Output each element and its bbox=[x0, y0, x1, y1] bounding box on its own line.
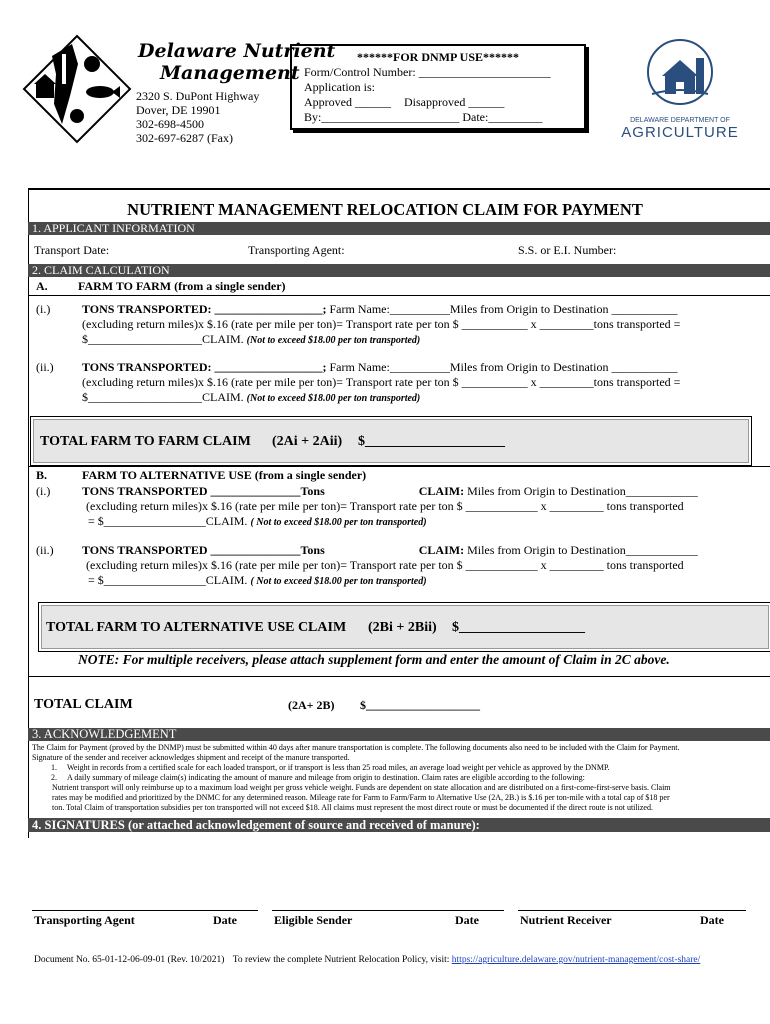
bii-line2: (excluding return miles)x $.16 (rate per mile per ton)= Transport rate per ton $ ____________ x _________ tons transported bbox=[86, 558, 684, 572]
bi-claim-blank: = $_________________CLAIM. bbox=[88, 514, 248, 528]
aii-line2: (excluding return miles)x $.16 (rate per mile per ton)= Transport rate per ton $ ___________ x _________tons transported = bbox=[82, 375, 681, 389]
acknowledgement-text bbox=[32, 743, 768, 813]
bi-line1 bbox=[82, 484, 770, 499]
total-claim-label: TOTAL CLAIM bbox=[34, 697, 133, 712]
policy-text: To review the complete Nutrient Relocation Policy, visit: bbox=[232, 955, 450, 965]
total-b-blank: $__________________ bbox=[452, 620, 585, 635]
ack-para2: rates may be modified and prioritized by the DNMC for any determined reason. Mileage rate for Farm to Farm/Farm to Alternative Use (2A, 2B.) is $.16 per ton-mile with a total cap of $18 per bbox=[52, 793, 670, 802]
ai-number: (i.) bbox=[36, 302, 51, 316]
bi-line2: (excluding return miles)x $.16 (rate per mile per ton)= Transport rate per ton $ ____________ x _________ tons transported bbox=[86, 499, 684, 513]
dnmp-approval-row bbox=[304, 95, 584, 110]
ack-intro2: Signature of the sender and receiver acknowledges shipment and receipt of the manure transported. bbox=[32, 753, 350, 762]
doc-number: Document No. 65-01-12-06-09-01 (Rev. 10/2021) bbox=[34, 955, 225, 965]
bii-claim-blank: = $_________________CLAIM. bbox=[88, 573, 248, 587]
bii-claim-label: CLAIM: bbox=[418, 543, 465, 557]
bi-miles: Miles from Origin to Destination____________ bbox=[467, 484, 698, 498]
sec2a-letter: A. bbox=[36, 279, 48, 293]
sig-line-receiver bbox=[518, 910, 746, 911]
agri-name: AGRICULTURE bbox=[621, 124, 739, 141]
bi-line3 bbox=[82, 514, 770, 530]
transport-date-label: Transport Date: bbox=[34, 243, 110, 257]
section3-bar: 3. ACKNOWLEDGEMENT bbox=[28, 728, 770, 741]
bi-number: (i.) bbox=[36, 484, 51, 498]
aii-farm-miles: Farm Name:__________Miles from Origin to Destination ___________ bbox=[329, 360, 678, 374]
footer bbox=[34, 955, 700, 965]
dnmp-box-body bbox=[292, 65, 584, 125]
dnmp-by: By:_______________________ Date:_________ bbox=[304, 110, 543, 124]
section1-bar: 1. APPLICANT INFORMATION bbox=[28, 222, 770, 235]
ai-line1 bbox=[82, 302, 770, 317]
total-claim-blank: $___________________ bbox=[360, 698, 480, 712]
transporting-agent-label: Transporting Agent: bbox=[248, 243, 345, 257]
bi-cap-note: ( Not to exceed $18.00 per ton transported) bbox=[250, 517, 427, 528]
dnmp-approved: Approved ______ bbox=[304, 95, 391, 109]
aii-block bbox=[82, 360, 770, 406]
ai-cap-note: (Not to exceed $18.00 per ton transported) bbox=[246, 335, 421, 346]
agriculture-logo bbox=[618, 36, 742, 146]
section4-bar: 4. SIGNATURES (or attached acknowledgement of source and received of manure): bbox=[28, 818, 770, 832]
total-claim-formula: (2A+ 2B) bbox=[288, 698, 335, 712]
bi-block bbox=[82, 484, 770, 530]
bii-line1 bbox=[82, 543, 770, 558]
ai-line3 bbox=[82, 332, 770, 348]
aii-claim-blank: $___________________CLAIM. bbox=[82, 390, 244, 404]
sec2a-rule bbox=[28, 295, 770, 296]
phone-line: 302-698-4500 bbox=[136, 117, 204, 131]
sec2b-rule-top bbox=[28, 466, 770, 467]
fax-line: 302-697-6287 (Fax) bbox=[136, 131, 233, 145]
total-a-label: TOTAL FARM TO FARM CLAIM bbox=[40, 434, 251, 449]
bii-block bbox=[82, 543, 770, 589]
form-title: NUTRIENT MANAGEMENT RELOCATION CLAIM FOR PAYMENT bbox=[127, 200, 643, 219]
ack-para3: ton. Total Claim of transportation subsidies per ton transported will not exceed $18. All claims must represent the most direct route or must be documented if the direct route is not utilized. bbox=[52, 803, 653, 812]
ack-item2-num: 2. bbox=[51, 773, 57, 782]
total-a-formula: (2Ai + 2Aii) bbox=[272, 434, 343, 449]
bi-claim-label: CLAIM: bbox=[418, 484, 465, 498]
aii-line1 bbox=[82, 360, 770, 375]
sig-line-sender bbox=[272, 910, 504, 911]
aii-tons-label: TONS TRANSPORTED: __________________; bbox=[82, 360, 327, 374]
ai-line2: (excluding return miles)x $.16 (rate per mile per ton)= Transport rate per ton $ ___________ x _________tons transported = bbox=[82, 317, 681, 331]
dnmp-application: Application is: bbox=[304, 80, 375, 94]
org-address bbox=[136, 89, 259, 145]
aii-number: (ii.) bbox=[36, 360, 54, 374]
section2-bar: 2. CLAIM CALCULATION bbox=[28, 264, 770, 277]
sig-nutrient-receiver: Nutrient Receiver bbox=[520, 913, 612, 927]
total-a-blank: $____________________ bbox=[358, 434, 505, 449]
ack-item2 bbox=[32, 773, 768, 783]
sig-date-1: Date bbox=[213, 913, 237, 927]
sig-transporting-agent: Transporting Agent bbox=[34, 913, 135, 927]
aii-cap-note: (Not to exceed $18.00 per ton transported) bbox=[246, 393, 421, 404]
ack-item1 bbox=[32, 763, 768, 773]
sig-date-3: Date bbox=[700, 913, 724, 927]
address-line: 2320 S. DuPont Highway bbox=[136, 89, 260, 103]
agri-dept-label: DELAWARE DEPARTMENT OF bbox=[630, 117, 730, 124]
bii-miles: Miles from Origin to Destination____________ bbox=[467, 543, 698, 557]
dnmp-disapproved: Disapproved ______ bbox=[404, 95, 505, 109]
city-line: Dover, DE 19901 bbox=[136, 103, 221, 117]
ai-tons-label: TONS TRANSPORTED: __________________; bbox=[82, 302, 327, 316]
sig-line-agent bbox=[32, 910, 258, 911]
dnm-logo-icon bbox=[22, 34, 132, 144]
bii-tons-label: TONS TRANSPORTED _______________Tons bbox=[82, 543, 325, 557]
note-rule bbox=[28, 676, 770, 677]
ack-item1-text: Weight in records from a certified scale for each loaded transport, or if transport is less than 25 road miles, an average load weight per vehicle as approved by the DNMP. bbox=[67, 763, 610, 772]
frame-top bbox=[28, 188, 770, 190]
dnmp-box-title: ******FOR DNMP USE****** bbox=[357, 50, 519, 64]
ss-number-label: S.S. or E.I. Number: bbox=[518, 243, 617, 257]
bii-line3 bbox=[82, 573, 770, 589]
sec2b-letter: B. bbox=[36, 468, 48, 482]
dnmp-use-box bbox=[290, 44, 586, 130]
policy-link[interactable]: https://agriculture.delaware.gov/nutrient-management/cost-share/ bbox=[451, 955, 701, 965]
ai-block bbox=[82, 302, 770, 348]
ai-farm-miles: Farm Name:__________Miles from Origin to Destination ___________ bbox=[329, 302, 678, 316]
ack-para1: Nutrient transport will only reimburse up to a maximum load weight per gross vehicle weight. Funds are dependent on state allocation and are distributed on a first-come-first-serve basis. Claim bbox=[52, 783, 671, 792]
dnm-logo bbox=[22, 34, 132, 144]
total-b-label: TOTAL FARM TO ALTERNATIVE USE CLAIM bbox=[46, 620, 347, 635]
bi-tons-label: TONS TRANSPORTED _______________Tons bbox=[82, 484, 325, 498]
sig-eligible-sender: Eligible Sender bbox=[274, 913, 353, 927]
org-title-line1: Delaware Nutrient bbox=[138, 40, 336, 62]
sec2a-heading: FARM TO FARM (from a single sender) bbox=[78, 279, 286, 293]
org-title-line2: Management bbox=[160, 62, 300, 84]
sec2b-heading: FARM TO ALTERNATIVE USE (from a single sender) bbox=[82, 468, 367, 482]
barn-seal-icon bbox=[618, 36, 742, 108]
aii-line3 bbox=[82, 390, 770, 406]
bii-number: (ii.) bbox=[36, 543, 54, 557]
ack-item2-text: A daily summary of mileage claim(s) indicating the amount of manure and mileage from origin to destination. Claim rates are eligible according to the following: bbox=[67, 773, 585, 782]
ack-item1-num: 1. bbox=[51, 763, 57, 772]
total-b-formula: (2Bi + 2Bii) bbox=[368, 620, 437, 635]
ai-claim-blank: $___________________CLAIM. bbox=[82, 332, 244, 346]
sig-date-2: Date bbox=[455, 913, 479, 927]
bii-cap-note: ( Not to exceed $18.00 per ton transported) bbox=[250, 576, 427, 587]
ack-intro: The Claim for Payment (proved by the DNMP) must be submitted within 40 days after manure transportation is complete. The following documents also need to be included with the Claim for Payment. bbox=[32, 743, 680, 752]
multiple-receivers-note: NOTE: For multiple receivers, please attach supplement form and enter the amount of Claim in 2C above. bbox=[78, 652, 670, 667]
dnmp-control-number: Form/Control Number: ______________________ bbox=[304, 65, 551, 79]
